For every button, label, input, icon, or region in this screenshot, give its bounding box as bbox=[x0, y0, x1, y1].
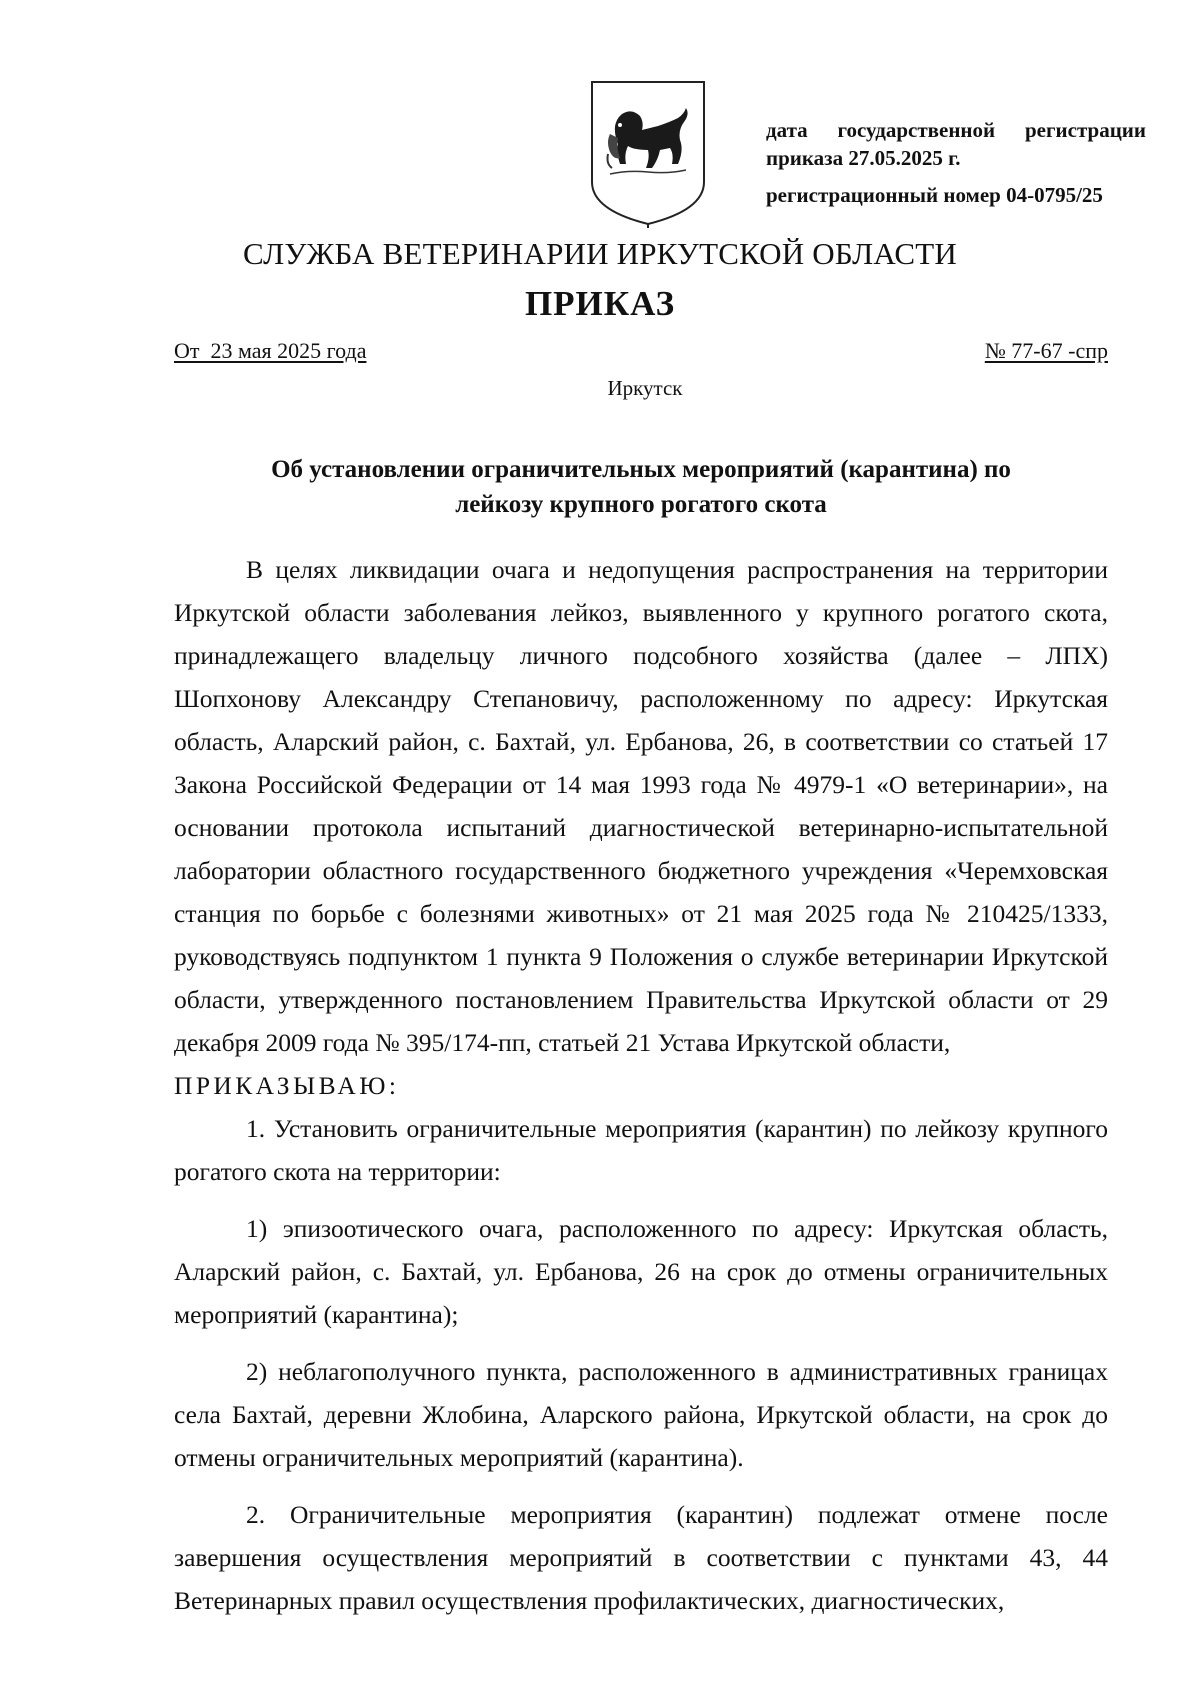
order-date: От 23 мая 2025 года bbox=[174, 338, 367, 363]
document-title: Об установлении ограничительных мероприятий (карантина) по лейкозу крупного рогатого скота bbox=[271, 456, 1011, 518]
registration-number: регистрационный номер 04-0795/25 bbox=[766, 183, 1103, 207]
document-type: ПРИКАЗ bbox=[524, 284, 676, 323]
item-1: 1. Установить ограничительные мероприятия (карантин) по лейкозу крупного рогатого скота на территории: bbox=[174, 1114, 1108, 1186]
agency-name: СЛУЖБА ВЕТЕРИНАРИИ ИРКУТСКОЙ ОБЛАСТИ bbox=[243, 236, 957, 271]
item-2: 2. Ограничительные мероприятия (карантин) подлежат отмене после завершения осуществления мероприятий в соответствии с пунктами 43, 44 Ветеринарных правил осуществления профилактических, диагностических, bbox=[174, 1500, 1108, 1615]
registration-date-label: дата государственной регистрации bbox=[766, 118, 1146, 142]
registration-date: приказа 27.05.2025 г. bbox=[766, 146, 961, 170]
coat-of-arms-emblem bbox=[588, 78, 708, 230]
order-number: № 77-67 -спр bbox=[984, 338, 1108, 363]
order-word: ПРИКАЗЫВАЮ: bbox=[174, 1071, 400, 1100]
item-1-subitem-2: 2) неблагополучного пункта, расположенного в административных границах села Бахтай, деревни Жлобина, Аларского района, Иркутской области, на срок до отмены ограничительных мероприятий (карантина). bbox=[174, 1357, 1108, 1472]
city: Иркутск bbox=[607, 376, 683, 400]
document-body bbox=[174, 548, 1108, 1622]
item-1-subitem-1: 1) эпизоотического очага, расположенного по адресу: Иркутская область, Аларский район, с. Бахтай, ул. Ербанова, 26 на срок до отмены ограничительных мероприятий (карантина); bbox=[174, 1214, 1108, 1329]
registration-info bbox=[766, 116, 1146, 209]
preamble-paragraph: В целях ликвидации очага и недопущения распространения на территории Иркутской области заболевания лейкоз, выявленного у крупного рогатого скота, принадлежащего владельцу личного подсобного хозяйства (далее – ЛПХ) Шопхонову Александру Степановичу, расположенному по адресу: Иркутская область, Аларский район, с. Бахтай, ул. Ербанова, 26, в соответствии со статьей 17 Закона Российской Федерации от 14 мая 1993 года № 4979-1 «О ветеринарии», на основании протокола испытаний диагностической ветеринарно-испытательной лаборатории областного государственного бюджетного учреждения «Черемховская станция по борьбе с болезнями животных» от 21 мая 2025 года № 210425/1333, руководствуясь подпунктом 1 пункта 9 Положения о службе ветеринарии Иркутской области, утвержденного постановлением Правительства Иркутской области от 29 декабря 2009 года № 395/174-пп, статьей 21 Устава Иркутской области, bbox=[174, 555, 1108, 1057]
